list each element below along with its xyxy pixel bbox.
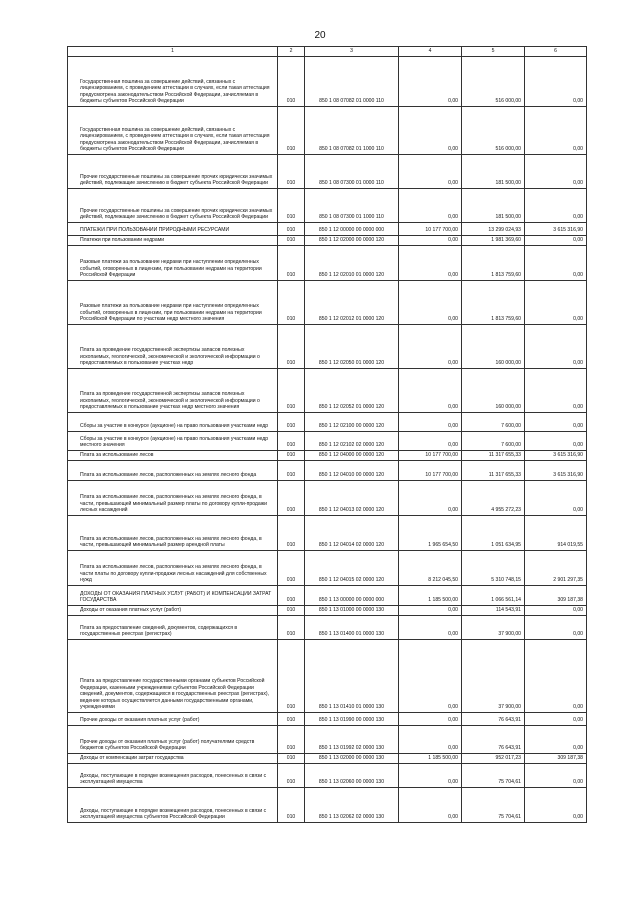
table-row [68, 616, 587, 640]
cell-other: 0,00 [525, 57, 587, 107]
cell-name: Прочие доходы от оказания платных услуг (работ) [68, 713, 278, 726]
table-row [68, 107, 587, 155]
cell-other: 914 019,55 [525, 516, 587, 551]
cell-code: 010 [278, 726, 305, 754]
cell-fact: 160 000,00 [462, 369, 525, 413]
column-header-5: 5 [462, 47, 525, 57]
cell-other: 2 901 297,35 [525, 551, 587, 586]
cell-other: 0,00 [525, 616, 587, 640]
cell-other: 0,00 [525, 764, 587, 788]
table-row [68, 586, 587, 606]
cell-plan: 10 177 700,00 [399, 451, 462, 461]
cell-plan: 0,00 [399, 236, 462, 246]
cell-kbk: 850 1 12 02102 02 0000 120 [305, 432, 399, 451]
table-row [68, 236, 587, 246]
cell-plan: 0,00 [399, 432, 462, 451]
cell-kbk: 850 1 12 04010 00 0000 120 [305, 461, 399, 481]
cell-other: 0,00 [525, 369, 587, 413]
cell-code: 010 [278, 413, 305, 432]
cell-other: 3 615 316,90 [525, 461, 587, 481]
table-row [68, 726, 587, 754]
cell-name: Платежи при пользовании недрами [68, 236, 278, 246]
cell-name: Прочие государственные пошлины за совершение прочих юридически значимых действий, подлежащие зачислению в бюджет субъекта Российской Федерации [68, 155, 278, 189]
cell-plan: 0,00 [399, 325, 462, 369]
cell-fact: 1 051 634,95 [462, 516, 525, 551]
cell-other: 0,00 [525, 606, 587, 616]
table-body [68, 57, 587, 823]
table-row [68, 516, 587, 551]
cell-name: ДОХОДЫ ОТ ОКАЗАНИЯ ПЛАТНЫХ УСЛУГ (РАБОТ) И КОМПЕНСАЦИИ ЗАТРАТ ГОСУДАРСТВА [68, 586, 278, 606]
table-row [68, 451, 587, 461]
cell-fact: 7 600,00 [462, 432, 525, 451]
table-row [68, 281, 587, 325]
cell-fact: 114 543,91 [462, 606, 525, 616]
cell-kbk: 850 1 12 04000 00 0000 120 [305, 451, 399, 461]
cell-other: 0,00 [525, 189, 587, 223]
cell-other: 0,00 [525, 481, 587, 516]
cell-kbk: 850 1 12 04014 02 0000 120 [305, 516, 399, 551]
cell-plan: 0,00 [399, 788, 462, 823]
column-header-4: 4 [399, 47, 462, 57]
cell-plan: 0,00 [399, 640, 462, 713]
table-row [68, 606, 587, 616]
cell-code: 010 [278, 461, 305, 481]
cell-plan: 0,00 [399, 726, 462, 754]
cell-other: 0,00 [525, 281, 587, 325]
cell-name: Плата за использование лесов, расположенных на землях лесного фонда [68, 461, 278, 481]
cell-fact: 11 317 655,33 [462, 461, 525, 481]
cell-fact: 75 704,61 [462, 764, 525, 788]
cell-plan: 10 177 700,00 [399, 461, 462, 481]
revenue-table [67, 46, 587, 823]
cell-kbk: 850 1 13 02060 00 0000 130 [305, 764, 399, 788]
cell-plan: 10 177 700,00 [399, 223, 462, 236]
cell-code: 010 [278, 189, 305, 223]
cell-kbk: 850 1 08 07082 01 0000 110 [305, 57, 399, 107]
cell-name: Сборы за участие в конкурсе (аукционе) на право пользования участками недр местного значения [68, 432, 278, 451]
cell-fact: 11 317 655,33 [462, 451, 525, 461]
cell-plan: 0,00 [399, 713, 462, 726]
table-row [68, 155, 587, 189]
table-row [68, 223, 587, 236]
column-header-2: 2 [278, 47, 305, 57]
cell-kbk: 850 1 12 02000 00 0000 120 [305, 236, 399, 246]
cell-fact: 1 066 561,14 [462, 586, 525, 606]
cell-plan: 0,00 [399, 606, 462, 616]
cell-plan: 0,00 [399, 155, 462, 189]
table-row [68, 325, 587, 369]
cell-fact: 5 310 748,15 [462, 551, 525, 586]
cell-code: 010 [278, 754, 305, 764]
cell-fact: 4 955 272,23 [462, 481, 525, 516]
cell-kbk: 850 1 12 04013 02 0000 120 [305, 481, 399, 516]
cell-name: Государственная пошлина за совершение действий, связанных с лицензированием, с проведением аттестации в случаях, если такая аттестация предусмотрена законодательством Российской Федерации, зачисляемая в бюджеты субъектов Российской Федерации [68, 57, 278, 107]
table-row [68, 764, 587, 788]
cell-code: 010 [278, 516, 305, 551]
cell-name: Разовые платежи за пользование недрами при наступлении определенных событий, оговоренных в лицензии, при пользовании недрами на территории Российской Федерации по участкам недр местного значения [68, 281, 278, 325]
cell-kbk: 850 1 13 02062 02 0000 130 [305, 788, 399, 823]
cell-other: 0,00 [525, 325, 587, 369]
cell-fact: 37 900,00 [462, 616, 525, 640]
cell-plan: 8 212 045,50 [399, 551, 462, 586]
cell-code: 010 [278, 107, 305, 155]
cell-code: 010 [278, 155, 305, 189]
cell-kbk: 850 1 12 02010 01 0000 120 [305, 246, 399, 281]
cell-kbk: 850 1 13 00000 00 0000 000 [305, 586, 399, 606]
cell-code: 010 [278, 223, 305, 236]
cell-kbk: 850 1 08 07300 01 1000 110 [305, 189, 399, 223]
cell-fact: 76 643,91 [462, 713, 525, 726]
cell-name: Разовые платежи за пользование недрами при наступлении определенных событий, оговоренных в лицензии, при пользовании недрами на территории Российской Федерации [68, 246, 278, 281]
cell-kbk: 850 1 13 01990 00 0000 130 [305, 713, 399, 726]
cell-fact: 516 000,00 [462, 107, 525, 155]
cell-other: 0,00 [525, 246, 587, 281]
column-header-6: 6 [525, 47, 587, 57]
cell-name: Государственная пошлина за совершение действий, связанных с лицензированием, с проведением аттестации в случаях, если такая аттестация предусмотрена законодательством Российской Федерации, зачисляемая в бюджеты субъектов Российской Федерации [68, 107, 278, 155]
table-row [68, 189, 587, 223]
cell-other: 3 615 316,90 [525, 223, 587, 236]
table-row [68, 369, 587, 413]
cell-plan: 0,00 [399, 189, 462, 223]
cell-plan: 1 185 500,00 [399, 754, 462, 764]
table-row [68, 461, 587, 481]
cell-plan: 0,00 [399, 246, 462, 281]
cell-plan: 0,00 [399, 481, 462, 516]
cell-code: 010 [278, 369, 305, 413]
cell-other: 0,00 [525, 413, 587, 432]
cell-other: 0,00 [525, 640, 587, 713]
cell-name: Плата за предоставление сведений, документов, содержащихся в государственных реестрах (регистрах) [68, 616, 278, 640]
cell-name: Доходы от компенсации затрат государства [68, 754, 278, 764]
cell-code: 010 [278, 606, 305, 616]
cell-fact: 1 813 759,60 [462, 246, 525, 281]
cell-other: 0,00 [525, 432, 587, 451]
cell-code: 010 [278, 586, 305, 606]
cell-other: 0,00 [525, 713, 587, 726]
revenue-report-sheet [67, 46, 586, 823]
cell-code: 010 [278, 481, 305, 516]
cell-fact: 516 000,00 [462, 57, 525, 107]
cell-name: Сборы за участие в конкурсе (аукционе) на право пользования участками недр [68, 413, 278, 432]
table-header-row [68, 47, 587, 57]
cell-name: Плата за проведение государственной экспертизы запасов полезных ископаемых, геологической, экономической и экологической информации о предоставляемых в пользование участках недр местного значения [68, 369, 278, 413]
cell-name: Плата за проведение государственной экспертизы запасов полезных ископаемых, геологической, экономической и экологической информации о предоставляемых в пользование участках недр [68, 325, 278, 369]
page-number: 20 [314, 30, 326, 41]
cell-code: 010 [278, 551, 305, 586]
cell-kbk: 850 1 12 02052 01 0000 120 [305, 369, 399, 413]
cell-other: 0,00 [525, 236, 587, 246]
table-row [68, 413, 587, 432]
cell-name: Доходы, поступающие в порядке возмещения расходов, понесенных в связи с эксплуатацией имущества субъектов Российской Федерации [68, 788, 278, 823]
cell-plan: 0,00 [399, 413, 462, 432]
cell-code: 010 [278, 57, 305, 107]
cell-kbk: 850 1 12 00000 00 0000 000 [305, 223, 399, 236]
cell-plan: 0,00 [399, 57, 462, 107]
cell-kbk: 850 1 13 01000 00 0000 130 [305, 606, 399, 616]
cell-fact: 160 000,00 [462, 325, 525, 369]
cell-code: 010 [278, 616, 305, 640]
table-row [68, 551, 587, 586]
cell-code: 010 [278, 451, 305, 461]
cell-other: 0,00 [525, 155, 587, 189]
cell-plan: 0,00 [399, 764, 462, 788]
cell-code: 010 [278, 236, 305, 246]
table-row [68, 481, 587, 516]
cell-fact: 76 643,91 [462, 726, 525, 754]
cell-other: 3 615 316,90 [525, 451, 587, 461]
cell-name: Плата за использование лесов, расположенных на землях лесного фонда, в части платы по договору купли-продажи лесных насаждений для собственных нужд [68, 551, 278, 586]
cell-kbk: 850 1 08 07300 01 0000 110 [305, 155, 399, 189]
table-row [68, 57, 587, 107]
cell-fact: 1 981 369,60 [462, 236, 525, 246]
cell-name: Плата за использование лесов, расположенных на землях лесного фонда, в части, превышающей минимальный размер платы по договору купли-продажи лесных насаждений [68, 481, 278, 516]
cell-kbk: 850 1 12 02050 01 0000 120 [305, 325, 399, 369]
cell-code: 010 [278, 788, 305, 823]
table-row [68, 432, 587, 451]
cell-other: 0,00 [525, 107, 587, 155]
table-row [68, 713, 587, 726]
cell-kbk: 850 1 13 01992 02 0000 130 [305, 726, 399, 754]
cell-name: Прочие доходы от оказания платных услуг (работ) получателями средств бюджетов субъектов Российской Федерации [68, 726, 278, 754]
column-header-1: 1 [68, 47, 278, 57]
cell-code: 010 [278, 713, 305, 726]
cell-fact: 75 704,61 [462, 788, 525, 823]
table-row [68, 754, 587, 764]
cell-other: 309 187,38 [525, 586, 587, 606]
cell-plan: 0,00 [399, 281, 462, 325]
cell-name: ПЛАТЕЖИ ПРИ ПОЛЬЗОВАНИИ ПРИРОДНЫМИ РЕСУРСАМИ [68, 223, 278, 236]
cell-kbk: 850 1 12 04015 02 0000 120 [305, 551, 399, 586]
cell-name: Плата за использование лесов [68, 451, 278, 461]
cell-other: 0,00 [525, 726, 587, 754]
cell-code: 010 [278, 281, 305, 325]
cell-code: 010 [278, 325, 305, 369]
cell-name: Прочие государственные пошлины за совершение прочих юридически значимых действий, подлежащие зачислению в бюджет субъекта Российской Федерации [68, 189, 278, 223]
cell-kbk: 850 1 12 02012 01 0000 120 [305, 281, 399, 325]
cell-name: Доходы, поступающие в порядке возмещения расходов, понесенных в связи с эксплуатацией имущества [68, 764, 278, 788]
cell-plan: 1 185 500,00 [399, 586, 462, 606]
cell-other: 0,00 [525, 788, 587, 823]
cell-fact: 181 500,00 [462, 189, 525, 223]
table-row [68, 640, 587, 713]
cell-fact: 7 600,00 [462, 413, 525, 432]
cell-fact: 13 299 024,93 [462, 223, 525, 236]
cell-kbk: 850 1 13 02000 00 0000 130 [305, 754, 399, 764]
cell-name: Плата за использование лесов, расположенных на землях лесного фонда, в части, превышающей минимальный размер арендной платы [68, 516, 278, 551]
cell-fact: 37 900,00 [462, 640, 525, 713]
cell-code: 010 [278, 246, 305, 281]
cell-fact: 1 813 759,60 [462, 281, 525, 325]
cell-name: Доходы от оказания платных услуг (работ) [68, 606, 278, 616]
table-row [68, 246, 587, 281]
cell-code: 010 [278, 764, 305, 788]
cell-code: 010 [278, 432, 305, 451]
cell-other: 309 187,38 [525, 754, 587, 764]
cell-code: 010 [278, 640, 305, 713]
cell-plan: 1 965 654,50 [399, 516, 462, 551]
cell-kbk: 850 1 08 07082 01 1000 110 [305, 107, 399, 155]
table-row [68, 788, 587, 823]
cell-name: Плата за предоставление государственными органами субъектов Российской Федерации, казенными учреждениями субъектов Российской Федерации сведений, документов, содержащихся в государственных реестрах (регистрах), ведение которых осуществляется данными государственными органами, учреждениями [68, 640, 278, 713]
column-header-3: 3 [305, 47, 399, 57]
cell-kbk: 850 1 12 02100 00 0000 120 [305, 413, 399, 432]
cell-kbk: 850 1 13 01400 01 0000 130 [305, 616, 399, 640]
cell-plan: 0,00 [399, 369, 462, 413]
cell-kbk: 850 1 13 01410 01 0000 130 [305, 640, 399, 713]
cell-plan: 0,00 [399, 616, 462, 640]
cell-plan: 0,00 [399, 107, 462, 155]
cell-fact: 181 500,00 [462, 155, 525, 189]
cell-fact: 952 017,23 [462, 754, 525, 764]
